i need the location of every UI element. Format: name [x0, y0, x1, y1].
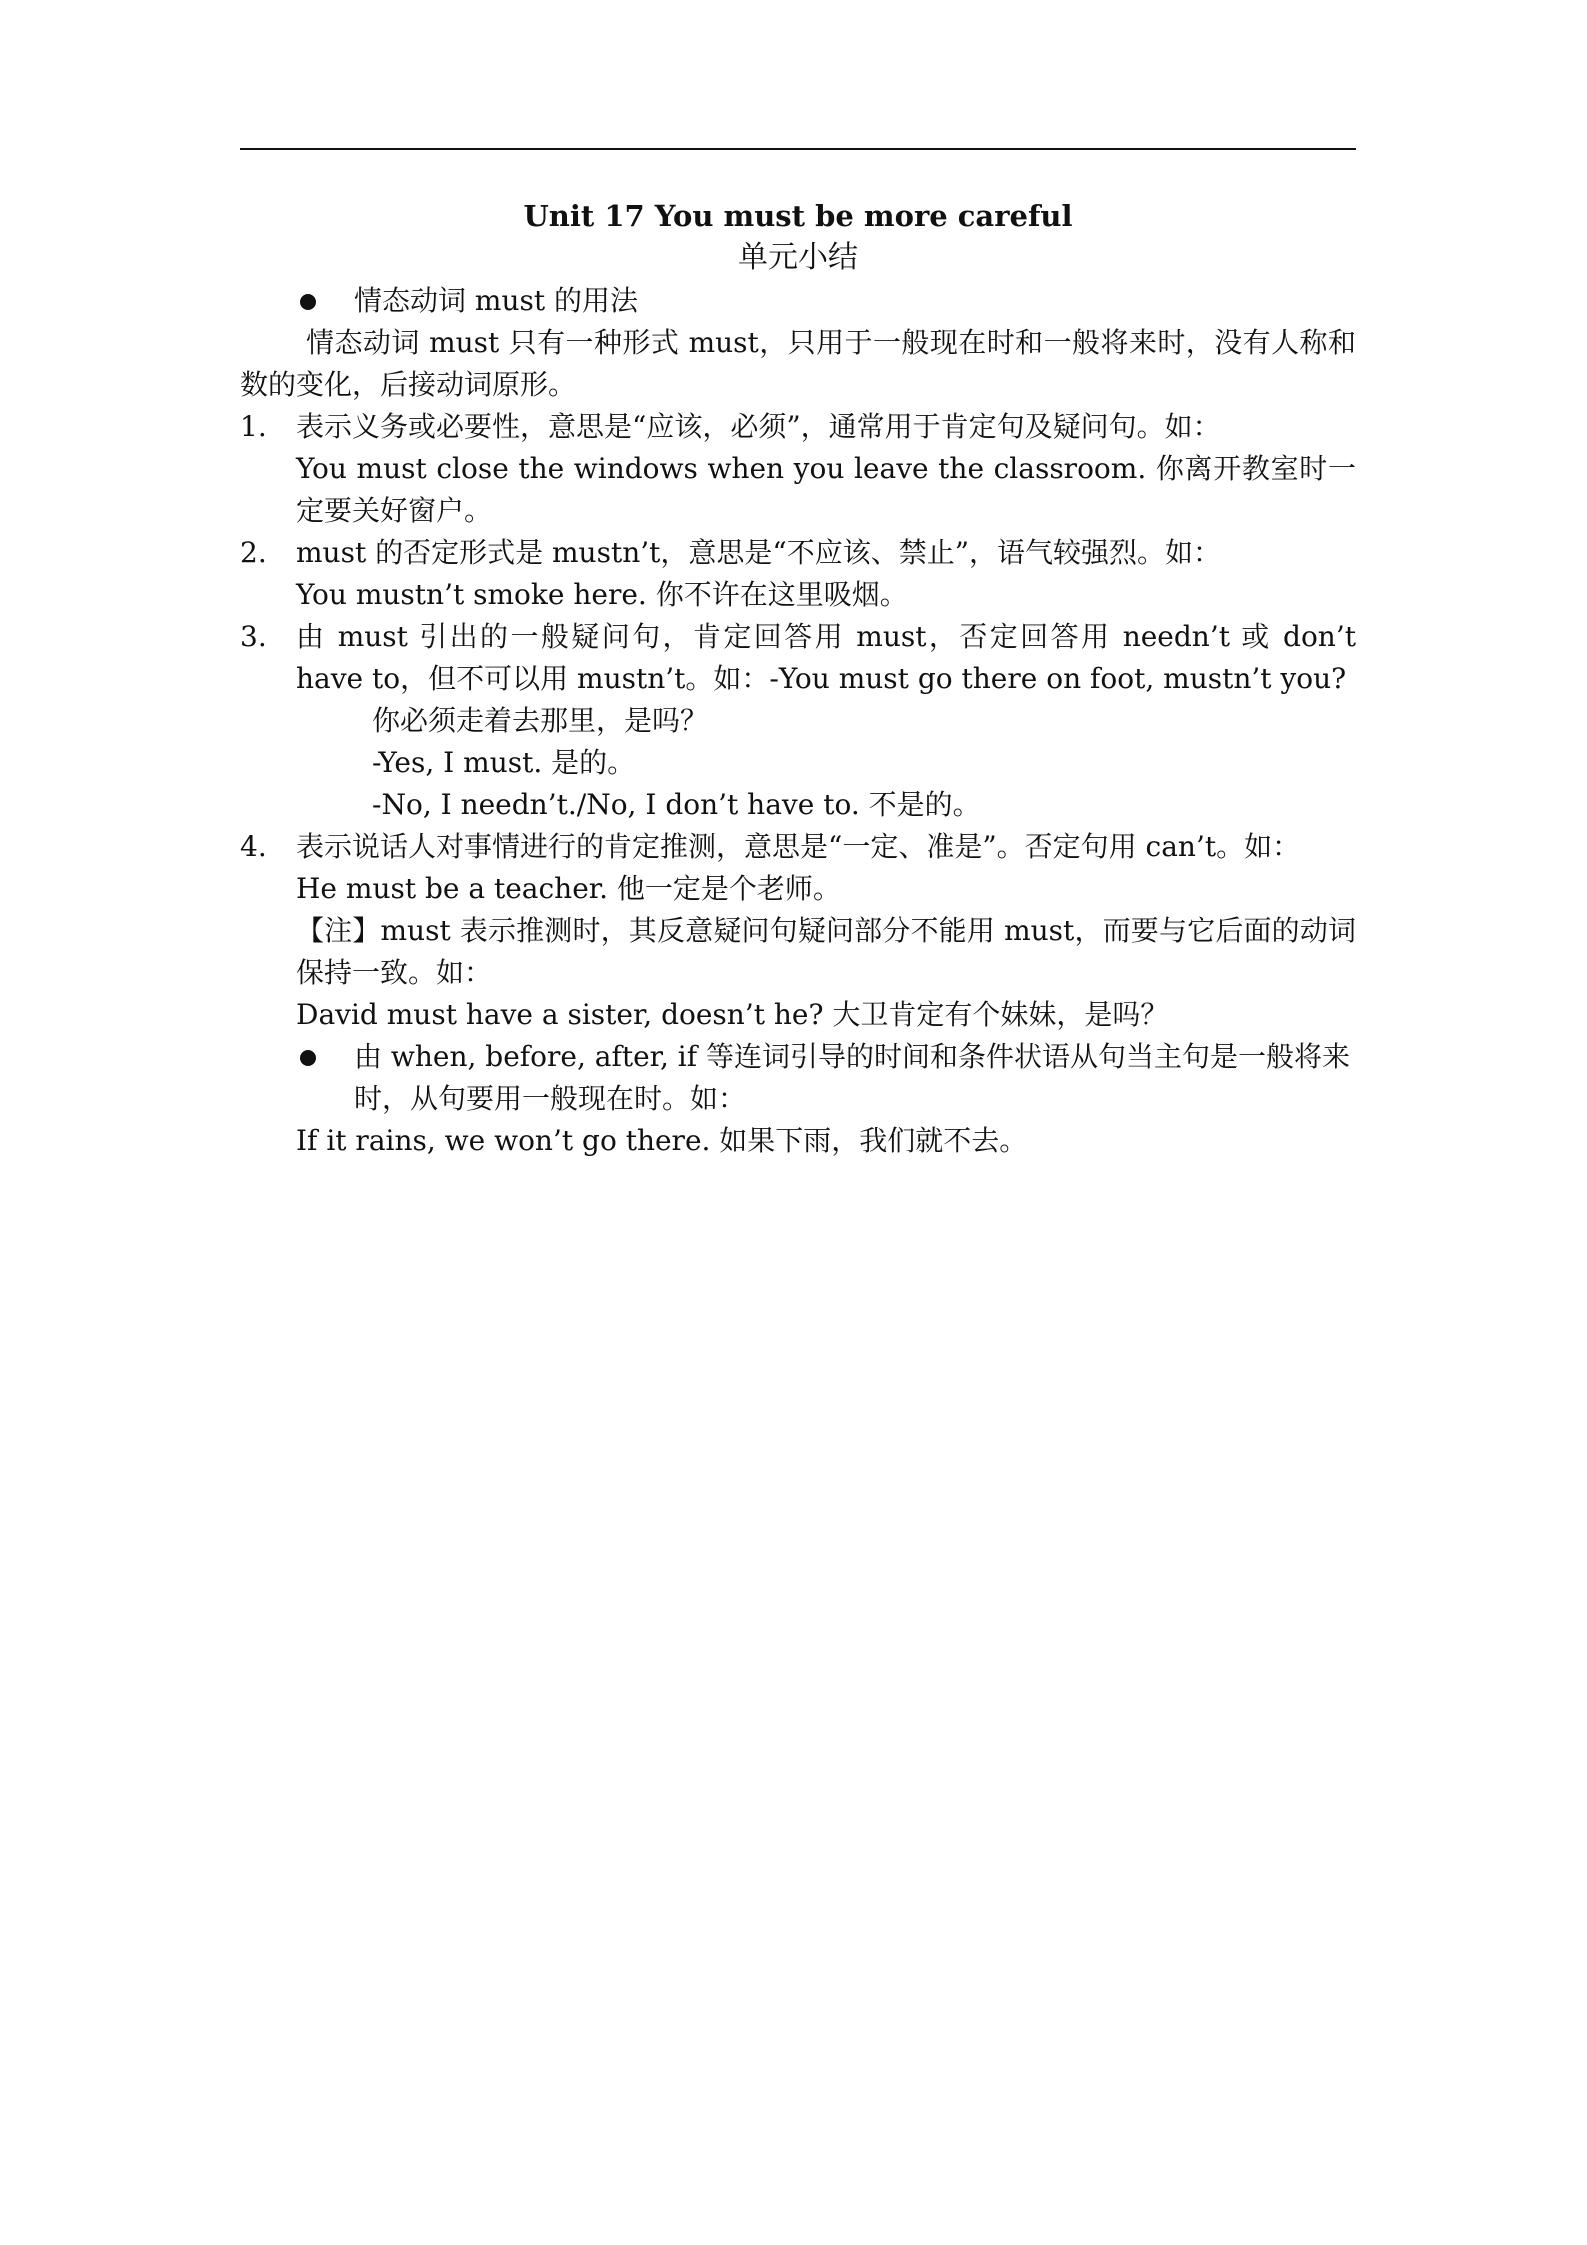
section-2-heading: [240, 1036, 1356, 1120]
item-text: 由 must 引出的一般疑问句，肯定回答用 must，否定回答用 needn’t 或 don’t have to，但不可以用 mustn’t。如：-You must go there on foot, mustn’t you?: [296, 620, 1356, 695]
section-1-intro: 情态动词 must 只有一种形式 must，只用于一般现在时和一般将来时，没有人称和数的变化，后接动词原形。: [240, 326, 1356, 401]
item-text: must 的否定形式是 mustn’t，意思是“不应该、禁止”，语气较强烈。如：: [296, 536, 1222, 569]
item-text: 表示义务或必要性，意思是“应该，必须”，通常用于肯定句及疑问句。如：: [296, 410, 1221, 443]
item-number: 1.: [240, 410, 267, 443]
list-item-3: [240, 616, 1356, 700]
item-number: 2.: [240, 536, 267, 569]
item-example: He must be a teacher. 他一定是个老师。: [296, 872, 841, 905]
list-item-1: [240, 406, 1356, 532]
list-item-4: [240, 826, 1356, 1036]
section-1-heading-text: 情态动词 must 的用法: [354, 284, 639, 317]
section-2-example: If it rains, we won’t go there. 如果下雨，我们就不去。: [296, 1124, 1028, 1157]
header-rule: [240, 148, 1356, 150]
item-number: 3.: [240, 620, 267, 653]
dialog-line: -Yes, I must. 是的。: [372, 746, 636, 779]
bullet-icon: [300, 294, 316, 310]
item-note-example: David must have a sister, doesn’t he? 大卫肯定有个妹妹，是吗？: [296, 998, 1169, 1031]
list-item-2: [240, 532, 1356, 616]
document-title: Unit 17 You must be more careful: [523, 199, 1073, 233]
document-subtitle: 单元小结: [738, 240, 858, 275]
item-note: 【注】must 表示推测时，其反意疑问句疑问部分不能用 must，而要与它后面的动词保持一致。如：: [296, 914, 1356, 989]
bullet-icon: [300, 1050, 316, 1066]
section-2-heading-text: 由 when, before, after, if 等连词引导的时间和条件状语从句当主句是一般将来时，从句要用一般现在时。如：: [354, 1040, 1350, 1115]
item-example: You mustn’t smoke here. 你不许在这里吸烟。: [296, 578, 908, 611]
item-example: You must close the windows when you leave the classroom. 你离开教室时一定要关好窗户。: [296, 452, 1356, 527]
document-body: [240, 196, 1356, 1162]
dialog-line: 你必须走着去那里，是吗？: [372, 704, 709, 737]
item-text: 表示说话人对事情进行的肯定推测，意思是“一定、准是”。否定句用 can’t。如：: [296, 830, 1301, 863]
dialog-line: -No, I needn’t./No, I don’t have to. 不是的。: [372, 788, 981, 821]
section-1-heading: [240, 280, 1356, 322]
item-number: 4.: [240, 830, 267, 863]
